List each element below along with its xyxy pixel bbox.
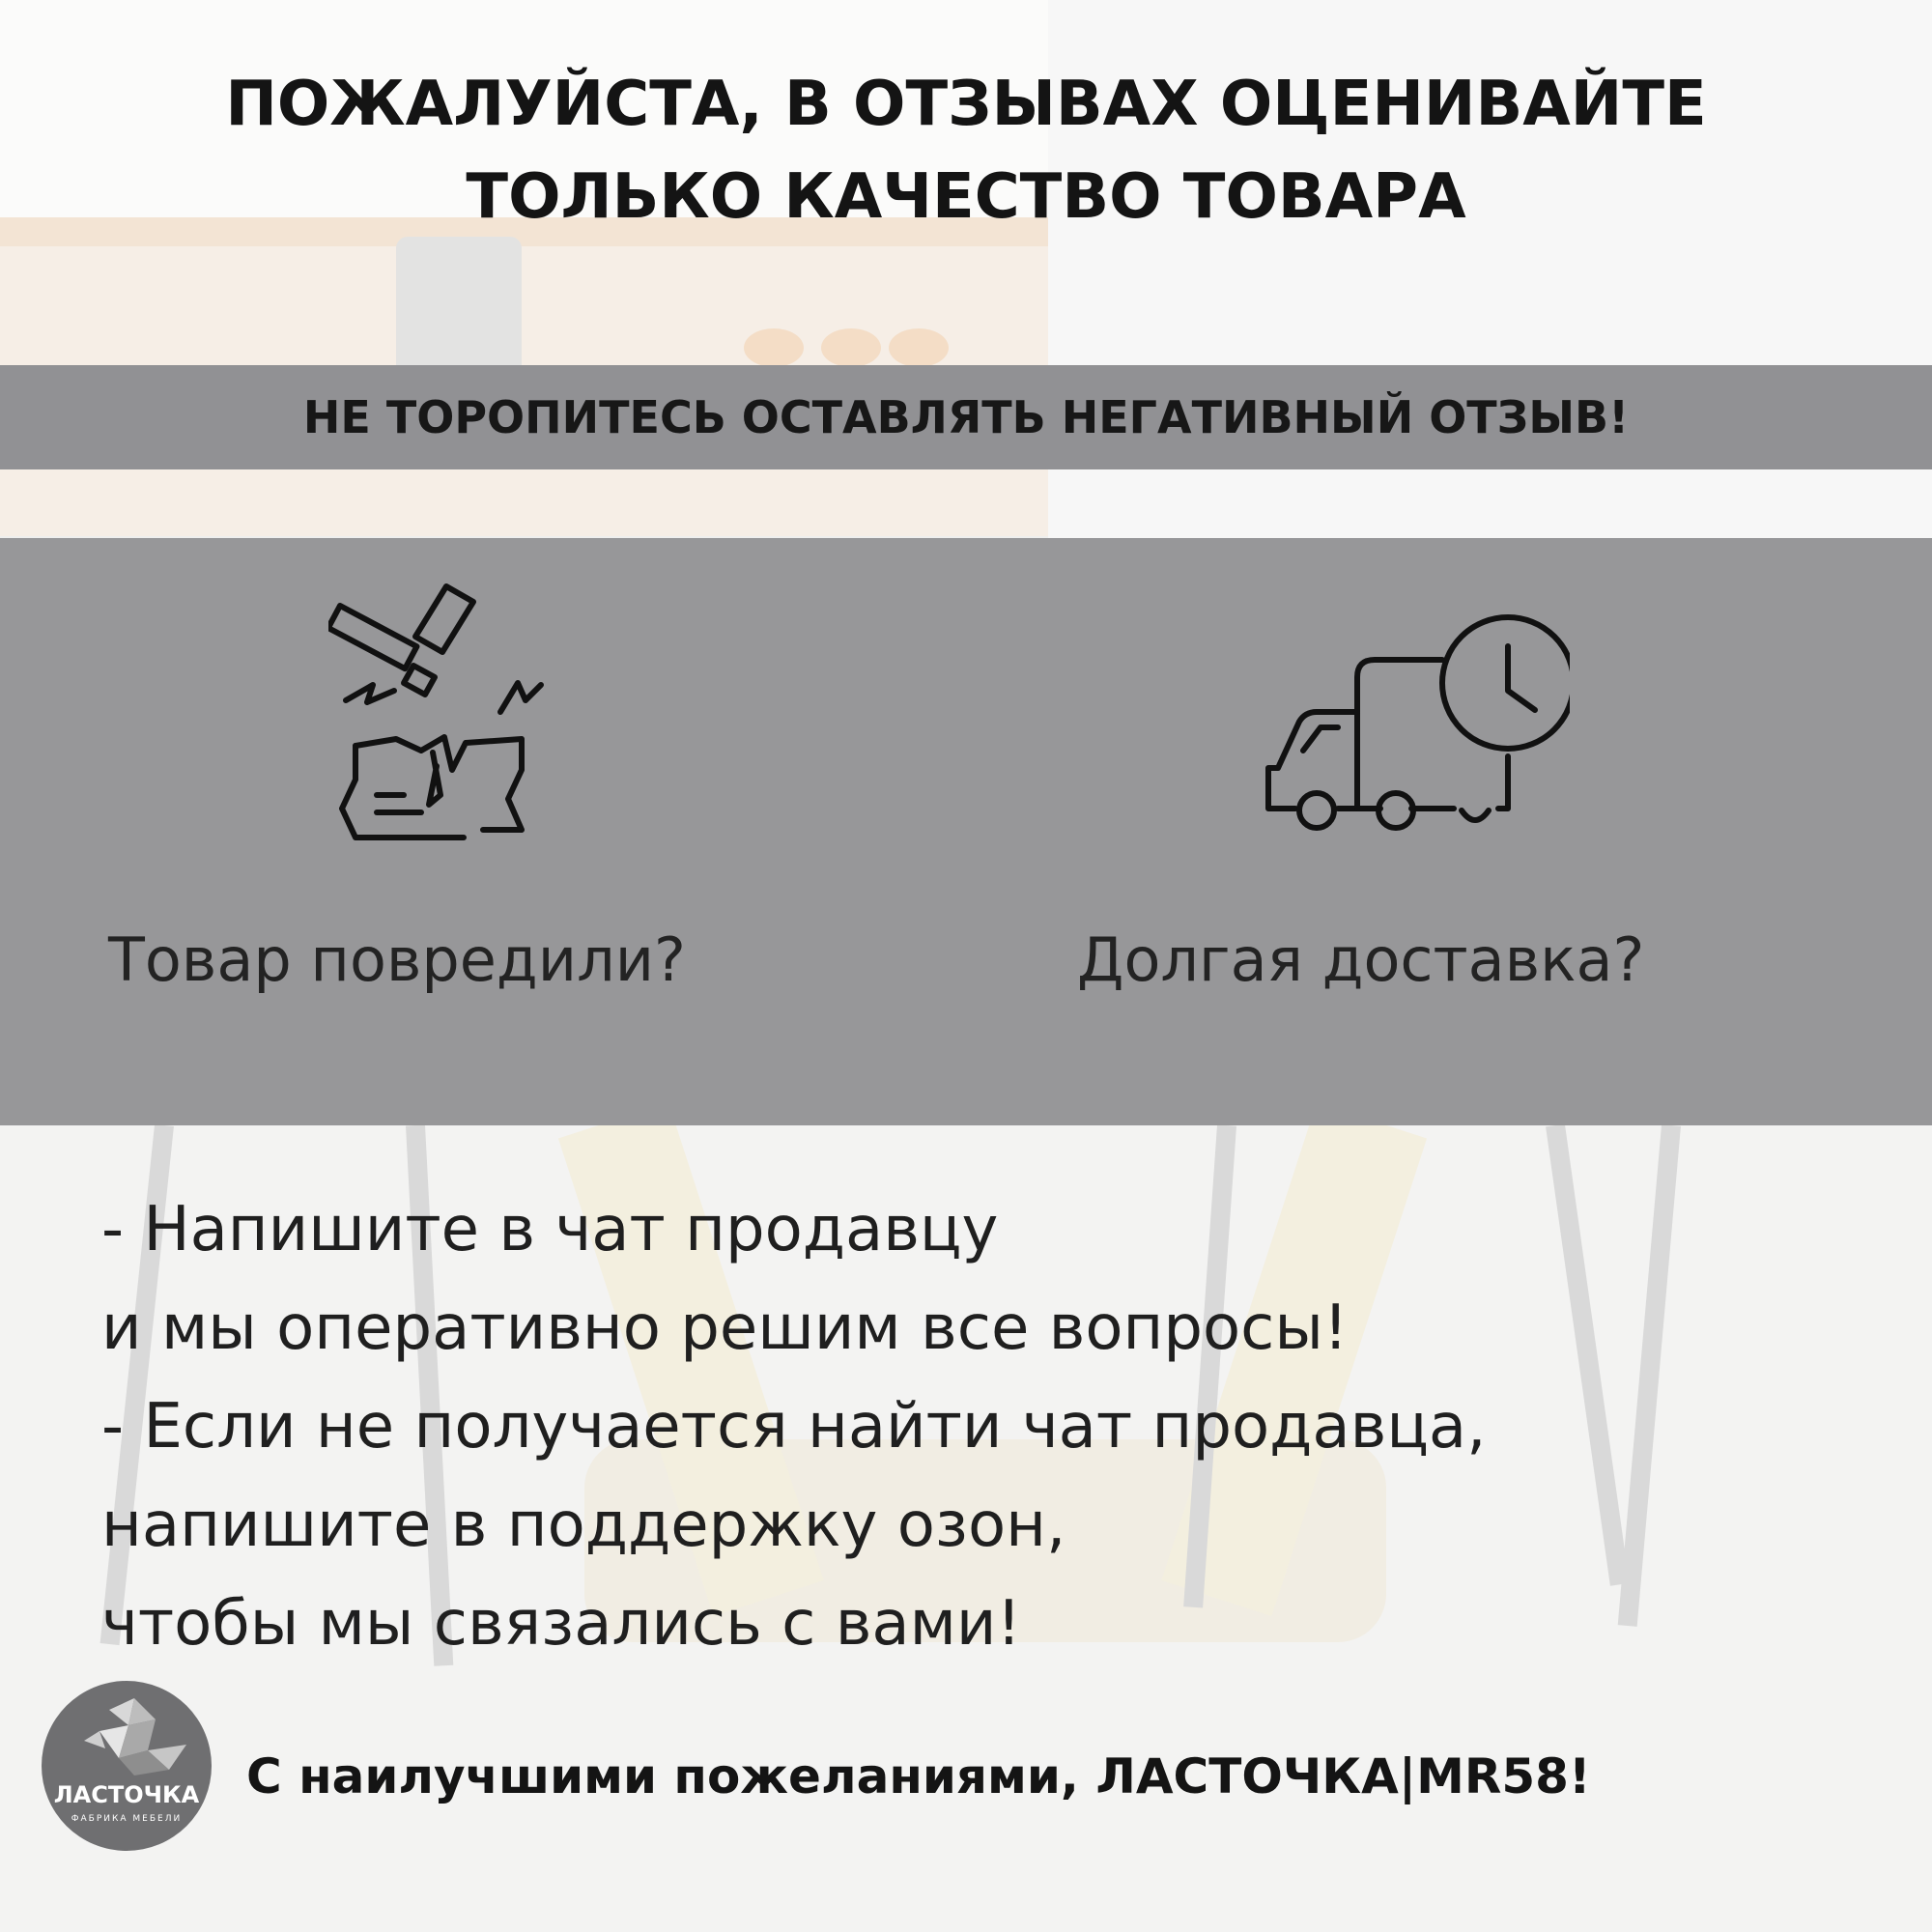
page-title: [0, 58, 1932, 243]
title-line-1: ПОЖАЛУЙСТА, В ОТЗЫВАХ ОЦЕНИВАЙТЕ: [225, 69, 1707, 140]
issues-panel: [0, 538, 1932, 1125]
signature-text: С наилучшими пожеланиями, ЛАСТОЧКА|MR58!: [246, 1748, 1591, 1804]
swallow-icon: [42, 1681, 212, 1787]
logo-brand-name: ЛАСТОЧКА: [53, 1781, 200, 1808]
title-line-2: ТОЛЬКО КАЧЕСТВО ТОВАРА: [466, 161, 1466, 233]
instruction-line: чтобы мы связались с вами!: [101, 1588, 1022, 1660]
instruction-line: и мы оперативно решим все вопросы!: [101, 1293, 1349, 1364]
delivery-truck-clock-icon: [1261, 606, 1570, 838]
instruction-line: напишите в поддержку озон,: [101, 1490, 1066, 1561]
warning-banner-text: НЕ ТОРОПИТЕСЬ ОСТАВЛЯТЬ НЕГАТИВНЫЙ ОТЗЫВ!: [302, 391, 1630, 443]
damaged-box-icon: [328, 577, 560, 847]
instruction-line: - Если не получается найти чат продавца,: [101, 1391, 1487, 1463]
brand-logo: [42, 1681, 212, 1851]
instruction-line: - Напишите в чат продавцу: [101, 1194, 999, 1265]
logo-subtitle: ФАБРИКА МЕБЕЛИ: [71, 1814, 183, 1824]
issue-label-damaged: Товар повредили?: [108, 924, 686, 995]
instructions-text: [101, 1180, 1486, 1673]
warning-banner: [0, 365, 1932, 469]
issue-label-delivery: Долгая доставка?: [1077, 924, 1645, 995]
